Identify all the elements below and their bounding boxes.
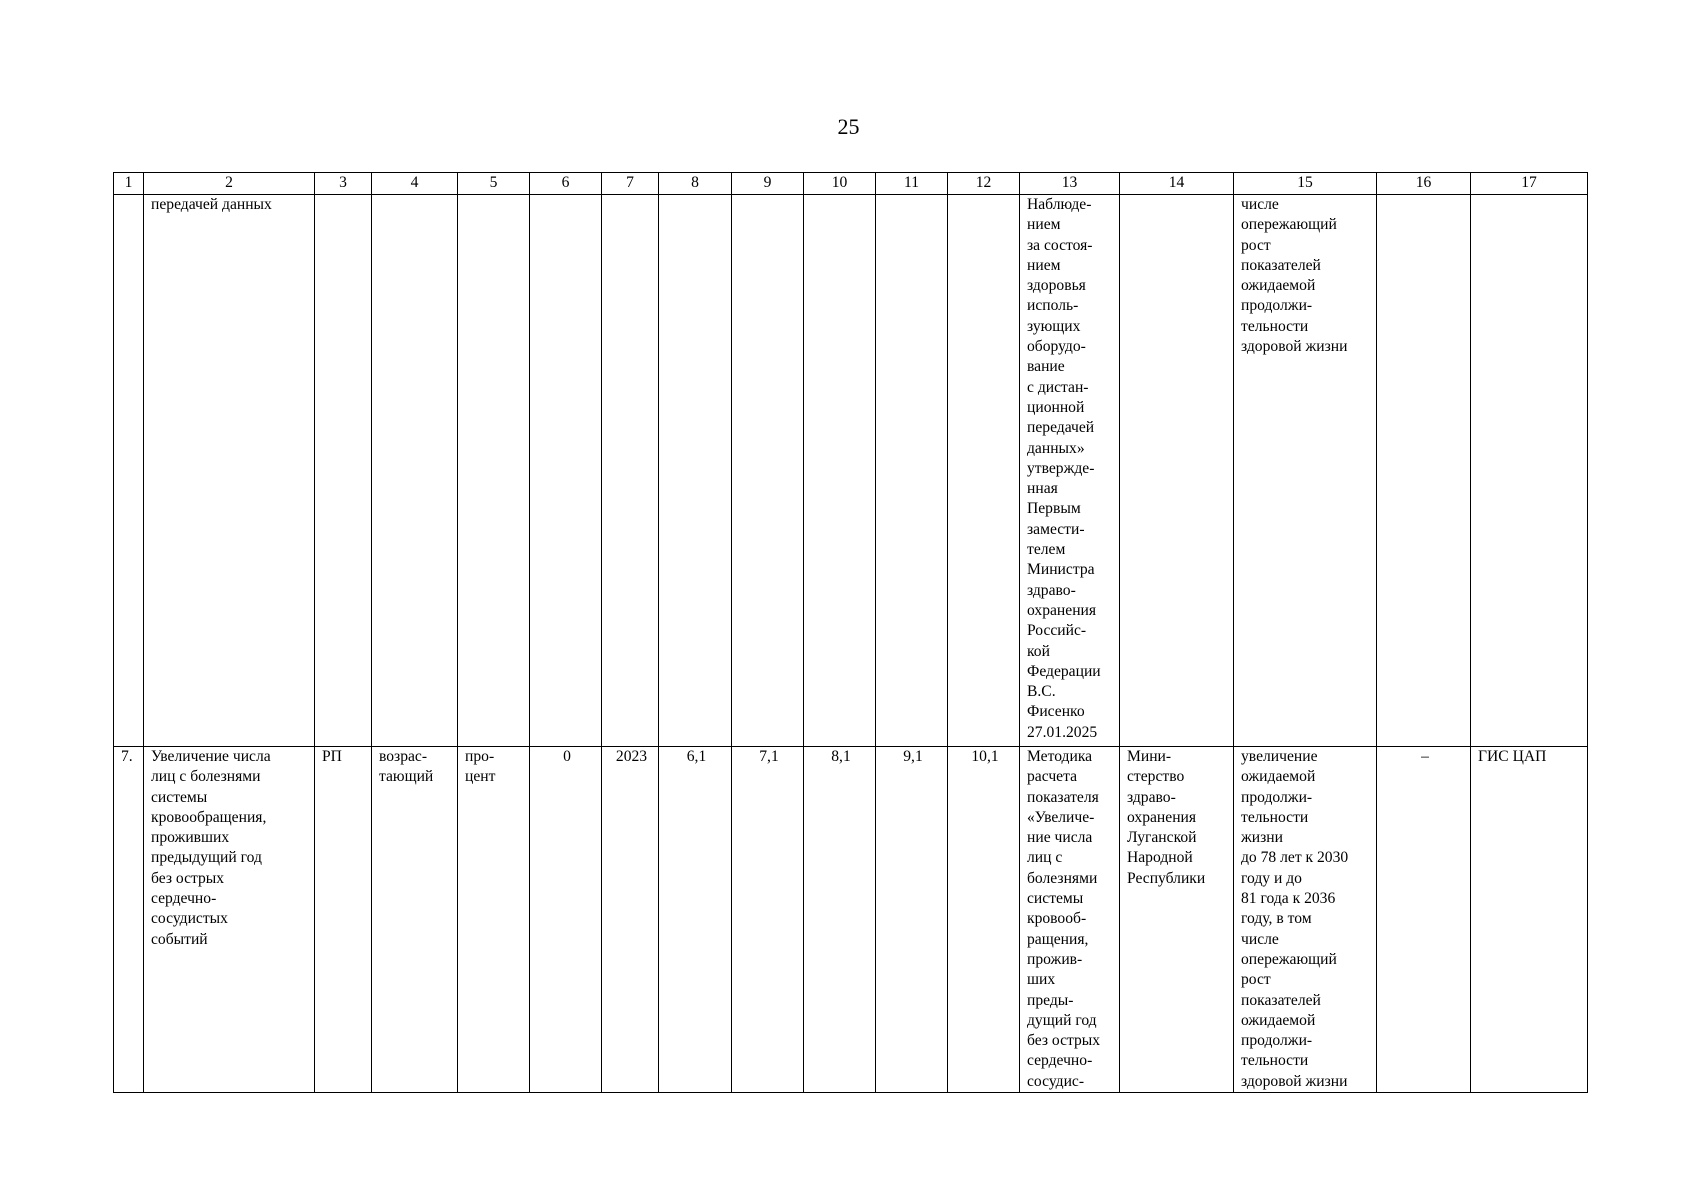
table-cell bbox=[1377, 195, 1471, 747]
column-number: 12 bbox=[948, 173, 1020, 195]
column-number: 13 bbox=[1020, 173, 1120, 195]
table-cell: 10,1 bbox=[948, 747, 1020, 1093]
indicators-table bbox=[113, 172, 1588, 1093]
column-number: 8 bbox=[659, 173, 732, 195]
table-cell: Методика расчета показателя «Увеличе- ние числа лиц с болезнями системы кровооб- ращения, прожив- ших преды- дущий год без острых сердечно- сосудис- bbox=[1020, 747, 1120, 1093]
table-row bbox=[114, 195, 1588, 747]
table-cell: увеличение ожидаемой продолжи- тельности жизни до 78 лет к 2030 году и до 81 года к 2036 году, в том числе опережающий рост показателей ожидаемой продолжи- тельности здоровой жизни bbox=[1234, 747, 1377, 1093]
column-number: 17 bbox=[1471, 173, 1588, 195]
table-cell bbox=[1471, 195, 1588, 747]
table-cell: 7,1 bbox=[732, 747, 804, 1093]
column-number: 14 bbox=[1120, 173, 1234, 195]
column-number: 5 bbox=[458, 173, 530, 195]
table-cell bbox=[659, 195, 732, 747]
table-cell: ГИС ЦАП bbox=[1471, 747, 1588, 1093]
table-cell bbox=[530, 195, 602, 747]
table-cell: 8,1 bbox=[804, 747, 876, 1093]
column-number: 3 bbox=[315, 173, 372, 195]
page-number: 25 bbox=[837, 114, 860, 139]
table-cell: РП bbox=[315, 747, 372, 1093]
column-number: 15 bbox=[1234, 173, 1377, 195]
column-number: 16 bbox=[1377, 173, 1471, 195]
table-cell: 9,1 bbox=[876, 747, 948, 1093]
table-cell bbox=[114, 195, 144, 747]
column-number: 6 bbox=[530, 173, 602, 195]
column-number: 1 bbox=[114, 173, 144, 195]
table-cell bbox=[948, 195, 1020, 747]
column-number: 2 bbox=[144, 173, 315, 195]
column-number: 9 bbox=[732, 173, 804, 195]
column-number: 4 bbox=[372, 173, 458, 195]
table-cell: Наблюде- нием за состоя- нием здоровья исполь- зующих оборудо- вание с дистан- ционной передачей данных» утвержде- нная Первым замести- телем Министра здраво- охранения Российс- кой Федерации В.С. Фисенко 27.01.2025 bbox=[1020, 195, 1120, 747]
table-cell: передачей данных bbox=[144, 195, 315, 747]
column-number: 7 bbox=[602, 173, 659, 195]
table-row bbox=[114, 747, 1588, 1093]
table-cell: Мини- стерство здраво- охранения Луганской Народной Республики bbox=[1120, 747, 1234, 1093]
table-cell: про- цент bbox=[458, 747, 530, 1093]
table-cell: возрас- тающий bbox=[372, 747, 458, 1093]
table-cell: 7. bbox=[114, 747, 144, 1093]
column-number: 10 bbox=[804, 173, 876, 195]
column-number-row bbox=[114, 173, 1588, 195]
table-cell bbox=[372, 195, 458, 747]
table-cell bbox=[876, 195, 948, 747]
table-cell bbox=[1120, 195, 1234, 747]
table-cell bbox=[732, 195, 804, 747]
table-cell bbox=[458, 195, 530, 747]
table-cell: числе опережающий рост показателей ожидаемой продолжи- тельности здоровой жизни bbox=[1234, 195, 1377, 747]
table-cell: 6,1 bbox=[659, 747, 732, 1093]
column-number: 11 bbox=[876, 173, 948, 195]
table-cell: 0 bbox=[530, 747, 602, 1093]
table-cell: 2023 bbox=[602, 747, 659, 1093]
table-cell bbox=[602, 195, 659, 747]
table-cell bbox=[804, 195, 876, 747]
table-cell: – bbox=[1377, 747, 1471, 1093]
table-cell: Увеличение числа лиц с болезнями системы кровообращения, проживших предыдущий год без острых сердечно- сосудистых событий bbox=[144, 747, 315, 1093]
table-cell bbox=[315, 195, 372, 747]
